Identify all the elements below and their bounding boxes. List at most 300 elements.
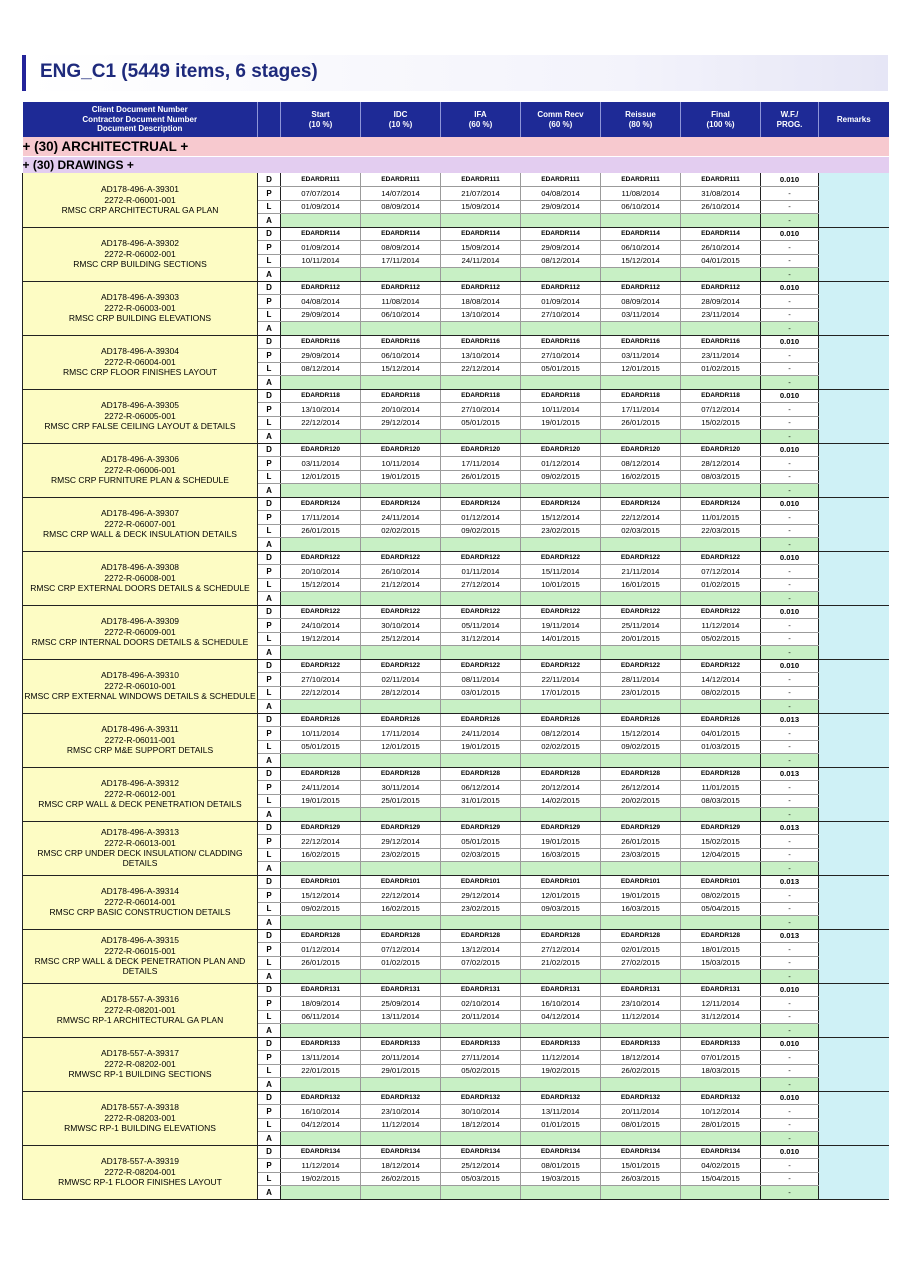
stage-cell[interactable]: 26/01/2015: [281, 524, 361, 538]
stage-cell[interactable]: 29/12/2014: [361, 835, 441, 849]
stage-cell[interactable]: EDARDR114: [521, 227, 601, 241]
stage-cell[interactable]: 26/01/2015: [281, 956, 361, 970]
stage-cell[interactable]: 07/02/2015: [441, 956, 521, 970]
stage-cell[interactable]: 19/01/2015: [361, 470, 441, 484]
stage-cell[interactable]: 19/01/2015: [521, 835, 601, 849]
stage-cell[interactable]: 08/12/2014: [521, 254, 601, 268]
stage-cell[interactable]: EDARDR122: [441, 605, 521, 619]
stage-cell[interactable]: 26/01/2015: [441, 470, 521, 484]
stage-cell[interactable]: EDARDR124: [281, 497, 361, 511]
stage-cell[interactable]: EDARDR122: [521, 659, 601, 673]
stage-cell[interactable]: 02/03/2015: [601, 524, 681, 538]
stage-cell[interactable]: 22/12/2014: [281, 835, 361, 849]
stage-cell[interactable]: 08/01/2015: [521, 1159, 601, 1173]
stage-cell[interactable]: 11/01/2015: [681, 781, 761, 795]
stage-cell[interactable]: 25/01/2015: [361, 794, 441, 808]
stage-cell[interactable]: 04/01/2015: [681, 727, 761, 741]
stage-cell[interactable]: 18/12/2014: [601, 1051, 681, 1065]
stage-cell[interactable]: 22/03/2015: [681, 524, 761, 538]
stage-cell[interactable]: 08/01/2015: [601, 1118, 681, 1132]
stage-cell[interactable]: 27/10/2014: [281, 673, 361, 687]
stage-cell[interactable]: 05/02/2015: [681, 632, 761, 646]
stage-cell[interactable]: 16/02/2015: [601, 470, 681, 484]
stage-cell[interactable]: 01/11/2014: [441, 565, 521, 579]
stage-cell[interactable]: 12/01/2015: [281, 470, 361, 484]
stage-cell[interactable]: 23/02/2015: [521, 524, 601, 538]
stage-cell[interactable]: 05/01/2015: [441, 416, 521, 430]
stage-cell[interactable]: 01/12/2014: [521, 457, 601, 471]
stage-cell[interactable]: 15/01/2015: [601, 1159, 681, 1173]
stage-cell[interactable]: EDARDR122: [361, 551, 441, 565]
stage-cell[interactable]: 31/12/2014: [681, 1010, 761, 1024]
stage-cell[interactable]: 01/09/2014: [521, 295, 601, 309]
stage-cell[interactable]: 01/02/2015: [361, 956, 441, 970]
stage-cell[interactable]: 01/09/2014: [281, 241, 361, 255]
stage-cell[interactable]: 20/11/2014: [361, 1051, 441, 1065]
stage-cell[interactable]: 01/03/2015: [681, 740, 761, 754]
stage-cell[interactable]: EDARDR116: [601, 335, 681, 349]
stage-cell[interactable]: 27/10/2014: [441, 403, 521, 417]
stage-cell[interactable]: EDARDR129: [521, 821, 601, 835]
stage-cell[interactable]: 29/01/2015: [361, 1064, 441, 1078]
stage-cell[interactable]: 23/11/2014: [681, 349, 761, 363]
stage-cell[interactable]: 04/12/2014: [281, 1118, 361, 1132]
stage-cell[interactable]: EDARDR118: [681, 389, 761, 403]
stage-cell[interactable]: 18/03/2015: [681, 1064, 761, 1078]
stage-cell[interactable]: 04/08/2014: [521, 187, 601, 201]
stage-cell[interactable]: EDARDR134: [521, 1145, 601, 1159]
stage-cell[interactable]: 08/12/2014: [521, 727, 601, 741]
stage-cell[interactable]: 29/09/2014: [281, 308, 361, 322]
stage-cell[interactable]: EDARDR118: [281, 389, 361, 403]
stage-cell[interactable]: 16/03/2015: [521, 848, 601, 862]
stage-cell[interactable]: 26/10/2014: [681, 241, 761, 255]
stage-cell[interactable]: EDARDR122: [681, 605, 761, 619]
stage-cell[interactable]: 17/11/2014: [361, 727, 441, 741]
stage-cell[interactable]: EDARDR133: [441, 1037, 521, 1051]
stage-cell[interactable]: 25/11/2014: [601, 619, 681, 633]
stage-cell[interactable]: 15/12/2014: [281, 578, 361, 592]
stage-cell[interactable]: 19/12/2014: [281, 632, 361, 646]
stage-cell[interactable]: EDARDR131: [521, 983, 601, 997]
stage-cell[interactable]: EDARDR128: [361, 929, 441, 943]
stage-cell[interactable]: 15/11/2014: [521, 565, 601, 579]
stage-cell[interactable]: 26/02/2015: [601, 1064, 681, 1078]
stage-cell[interactable]: 11/12/2014: [361, 1118, 441, 1132]
stage-cell[interactable]: 05/11/2014: [441, 619, 521, 633]
stage-cell[interactable]: 20/10/2014: [281, 565, 361, 579]
stage-cell[interactable]: EDARDR128: [601, 767, 681, 781]
stage-cell[interactable]: 15/12/2014: [601, 254, 681, 268]
stage-cell[interactable]: EDARDR114: [361, 227, 441, 241]
stage-cell[interactable]: EDARDR122: [681, 659, 761, 673]
stage-cell[interactable]: 20/12/2014: [521, 781, 601, 795]
stage-cell[interactable]: EDARDR111: [441, 173, 521, 187]
stage-cell[interactable]: 18/08/2014: [441, 295, 521, 309]
stage-cell[interactable]: 19/01/2015: [441, 740, 521, 754]
stage-cell[interactable]: 10/11/2014: [361, 457, 441, 471]
stage-cell[interactable]: 08/09/2014: [601, 295, 681, 309]
stage-cell[interactable]: 06/12/2014: [441, 781, 521, 795]
stage-cell[interactable]: EDARDR128: [601, 929, 681, 943]
stage-cell[interactable]: EDARDR129: [281, 821, 361, 835]
stage-cell[interactable]: 14/02/2015: [521, 794, 601, 808]
stage-cell[interactable]: EDARDR124: [601, 497, 681, 511]
section-title[interactable]: + (30) ARCHITECTRUAL +: [23, 137, 889, 156]
stage-cell[interactable]: EDARDR101: [281, 875, 361, 889]
stage-cell[interactable]: 18/01/2015: [681, 943, 761, 957]
stage-cell[interactable]: 10/11/2014: [521, 403, 601, 417]
stage-cell[interactable]: 22/12/2014: [441, 362, 521, 376]
stage-cell[interactable]: 13/12/2014: [441, 943, 521, 957]
stage-cell[interactable]: 09/02/2015: [441, 524, 521, 538]
stage-cell[interactable]: EDARDR120: [361, 443, 441, 457]
stage-cell[interactable]: 15/12/2014: [601, 727, 681, 741]
stage-cell[interactable]: 02/11/2014: [361, 673, 441, 687]
stage-cell[interactable]: 22/12/2014: [281, 416, 361, 430]
stage-cell[interactable]: EDARDR122: [601, 551, 681, 565]
stage-cell[interactable]: 10/11/2014: [281, 254, 361, 268]
stage-cell[interactable]: 17/11/2014: [441, 457, 521, 471]
stage-cell[interactable]: 23/01/2015: [601, 686, 681, 700]
stage-cell[interactable]: EDARDR134: [681, 1145, 761, 1159]
stage-cell[interactable]: 05/01/2015: [441, 835, 521, 849]
stage-cell[interactable]: 02/10/2014: [441, 997, 521, 1011]
stage-cell[interactable]: EDARDR122: [281, 605, 361, 619]
stage-cell[interactable]: 17/11/2014: [281, 511, 361, 525]
stage-cell[interactable]: EDARDR129: [441, 821, 521, 835]
stage-cell[interactable]: 04/01/2015: [681, 254, 761, 268]
stage-cell[interactable]: EDARDR118: [601, 389, 681, 403]
stage-cell[interactable]: 22/12/2014: [361, 889, 441, 903]
stage-cell[interactable]: 19/11/2014: [521, 619, 601, 633]
stage-cell[interactable]: EDARDR126: [361, 713, 441, 727]
stage-cell[interactable]: 20/01/2015: [601, 632, 681, 646]
stage-cell[interactable]: 18/12/2014: [441, 1118, 521, 1132]
stage-cell[interactable]: EDARDR126: [281, 713, 361, 727]
stage-cell[interactable]: EDARDR122: [361, 659, 441, 673]
stage-cell[interactable]: EDARDR132: [361, 1091, 441, 1105]
stage-cell[interactable]: 15/03/2015: [681, 956, 761, 970]
stage-cell[interactable]: 28/12/2014: [681, 457, 761, 471]
stage-cell[interactable]: 15/04/2015: [681, 1172, 761, 1186]
stage-cell[interactable]: EDARDR132: [601, 1091, 681, 1105]
stage-cell[interactable]: 24/11/2014: [441, 254, 521, 268]
stage-cell[interactable]: 01/01/2015: [521, 1118, 601, 1132]
stage-cell[interactable]: 15/12/2014: [521, 511, 601, 525]
stage-cell[interactable]: 27/12/2014: [441, 578, 521, 592]
stage-cell[interactable]: 18/09/2014: [281, 997, 361, 1011]
stage-cell[interactable]: EDARDR133: [521, 1037, 601, 1051]
stage-cell[interactable]: 31/01/2015: [441, 794, 521, 808]
stage-cell[interactable]: EDARDR128: [281, 929, 361, 943]
stage-cell[interactable]: 26/01/2015: [601, 416, 681, 430]
stage-cell[interactable]: EDARDR134: [601, 1145, 681, 1159]
stage-cell[interactable]: EDARDR126: [601, 713, 681, 727]
stage-cell[interactable]: 19/01/2015: [281, 794, 361, 808]
stage-cell[interactable]: EDARDR129: [601, 821, 681, 835]
stage-cell[interactable]: EDARDR133: [281, 1037, 361, 1051]
stage-cell[interactable]: EDARDR111: [601, 173, 681, 187]
stage-cell[interactable]: 21/11/2014: [601, 565, 681, 579]
stage-cell[interactable]: 23/03/2015: [601, 848, 681, 862]
stage-cell[interactable]: EDARDR120: [521, 443, 601, 457]
stage-cell[interactable]: 05/01/2015: [521, 362, 601, 376]
stage-cell[interactable]: 07/12/2014: [361, 943, 441, 957]
stage-cell[interactable]: EDARDR111: [361, 173, 441, 187]
stage-cell[interactable]: 28/11/2014: [601, 673, 681, 687]
stage-cell[interactable]: EDARDR131: [361, 983, 441, 997]
stage-cell[interactable]: 11/12/2014: [521, 1051, 601, 1065]
stage-cell[interactable]: EDARDR126: [441, 713, 521, 727]
stage-cell[interactable]: 22/11/2014: [521, 673, 601, 687]
stage-cell[interactable]: EDARDR120: [601, 443, 681, 457]
stage-cell[interactable]: 24/10/2014: [281, 619, 361, 633]
stage-cell[interactable]: EDARDR132: [281, 1091, 361, 1105]
stage-cell[interactable]: 24/11/2014: [281, 781, 361, 795]
stage-cell[interactable]: 14/12/2014: [681, 673, 761, 687]
stage-cell[interactable]: 20/10/2014: [361, 403, 441, 417]
stage-cell[interactable]: EDARDR114: [281, 227, 361, 241]
stage-cell[interactable]: 27/02/2015: [601, 956, 681, 970]
stage-cell[interactable]: EDARDR111: [521, 173, 601, 187]
subsection-title[interactable]: + (30) DRAWINGS +: [23, 156, 889, 173]
stage-cell[interactable]: 11/08/2014: [601, 187, 681, 201]
stage-cell[interactable]: 26/03/2015: [601, 1172, 681, 1186]
stage-cell[interactable]: 22/01/2015: [281, 1064, 361, 1078]
stage-cell[interactable]: 15/09/2014: [441, 200, 521, 214]
stage-cell[interactable]: EDARDR134: [281, 1145, 361, 1159]
stage-cell[interactable]: EDARDR122: [361, 605, 441, 619]
stage-cell[interactable]: 06/10/2014: [601, 200, 681, 214]
stage-cell[interactable]: 25/09/2014: [361, 997, 441, 1011]
stage-cell[interactable]: EDARDR112: [441, 281, 521, 295]
stage-cell[interactable]: 15/12/2014: [361, 362, 441, 376]
stage-cell[interactable]: EDARDR122: [281, 659, 361, 673]
stage-cell[interactable]: 16/10/2014: [521, 997, 601, 1011]
stage-cell[interactable]: EDARDR128: [681, 767, 761, 781]
stage-cell[interactable]: 29/09/2014: [281, 349, 361, 363]
stage-cell[interactable]: 29/12/2014: [361, 416, 441, 430]
stage-cell[interactable]: 29/12/2014: [441, 889, 521, 903]
stage-cell[interactable]: 23/10/2014: [601, 997, 681, 1011]
stage-cell[interactable]: 04/08/2014: [281, 295, 361, 309]
stage-cell[interactable]: 26/01/2015: [601, 835, 681, 849]
stage-cell[interactable]: EDARDR111: [681, 173, 761, 187]
stage-cell[interactable]: EDARDR116: [281, 335, 361, 349]
stage-cell[interactable]: 08/03/2015: [681, 470, 761, 484]
stage-cell[interactable]: EDARDR133: [601, 1037, 681, 1051]
stage-cell[interactable]: EDARDR132: [441, 1091, 521, 1105]
stage-cell[interactable]: 30/10/2014: [441, 1105, 521, 1119]
stage-cell[interactable]: EDARDR114: [441, 227, 521, 241]
stage-cell[interactable]: EDARDR112: [281, 281, 361, 295]
stage-cell[interactable]: 02/02/2015: [361, 524, 441, 538]
stage-cell[interactable]: EDARDR128: [521, 929, 601, 943]
stage-cell[interactable]: EDARDR129: [361, 821, 441, 835]
stage-cell[interactable]: EDARDR122: [601, 659, 681, 673]
stage-cell[interactable]: 20/02/2015: [601, 794, 681, 808]
stage-cell[interactable]: EDARDR122: [521, 605, 601, 619]
stage-cell[interactable]: 21/12/2014: [361, 578, 441, 592]
stage-cell[interactable]: 06/11/2014: [281, 1010, 361, 1024]
stage-cell[interactable]: 01/02/2015: [681, 578, 761, 592]
stage-cell[interactable]: 11/12/2014: [601, 1010, 681, 1024]
stage-cell[interactable]: EDARDR122: [441, 551, 521, 565]
stage-cell[interactable]: 11/12/2014: [681, 619, 761, 633]
stage-cell[interactable]: 01/09/2014: [281, 200, 361, 214]
stage-cell[interactable]: 06/10/2014: [361, 349, 441, 363]
stage-cell[interactable]: 13/10/2014: [441, 349, 521, 363]
stage-cell[interactable]: 08/12/2014: [601, 457, 681, 471]
stage-cell[interactable]: 01/12/2014: [441, 511, 521, 525]
stage-cell[interactable]: EDARDR122: [441, 659, 521, 673]
stage-cell[interactable]: 25/12/2014: [441, 1159, 521, 1173]
stage-cell[interactable]: EDARDR122: [681, 551, 761, 565]
stage-cell[interactable]: 02/03/2015: [441, 848, 521, 862]
stage-cell[interactable]: 25/12/2014: [361, 632, 441, 646]
stage-cell[interactable]: 05/04/2015: [681, 902, 761, 916]
stage-cell[interactable]: 22/12/2014: [601, 511, 681, 525]
stage-cell[interactable]: 03/01/2015: [441, 686, 521, 700]
stage-cell[interactable]: EDARDR124: [681, 497, 761, 511]
stage-cell[interactable]: 09/02/2015: [521, 470, 601, 484]
stage-cell[interactable]: EDARDR128: [361, 767, 441, 781]
stage-cell[interactable]: 10/12/2014: [681, 1105, 761, 1119]
stage-cell[interactable]: EDARDR133: [681, 1037, 761, 1051]
stage-cell[interactable]: 07/07/2014: [281, 187, 361, 201]
stage-cell[interactable]: EDARDR122: [601, 605, 681, 619]
stage-cell[interactable]: EDARDR132: [681, 1091, 761, 1105]
stage-cell[interactable]: 16/02/2015: [281, 848, 361, 862]
stage-cell[interactable]: 08/12/2014: [281, 362, 361, 376]
stage-cell[interactable]: EDARDR114: [601, 227, 681, 241]
stage-cell[interactable]: EDARDR118: [521, 389, 601, 403]
stage-cell[interactable]: EDARDR128: [681, 929, 761, 943]
stage-cell[interactable]: 19/02/2015: [521, 1064, 601, 1078]
stage-cell[interactable]: 16/03/2015: [601, 902, 681, 916]
stage-cell[interactable]: EDARDR131: [441, 983, 521, 997]
stage-cell[interactable]: 28/09/2014: [681, 295, 761, 309]
stage-cell[interactable]: 12/01/2015: [601, 362, 681, 376]
stage-cell[interactable]: EDARDR112: [601, 281, 681, 295]
stage-cell[interactable]: EDARDR120: [281, 443, 361, 457]
stage-cell[interactable]: 14/07/2014: [361, 187, 441, 201]
stage-cell[interactable]: 17/11/2014: [361, 254, 441, 268]
stage-cell[interactable]: EDARDR128: [281, 767, 361, 781]
stage-cell[interactable]: 09/03/2015: [521, 902, 601, 916]
stage-cell[interactable]: EDARDR112: [521, 281, 601, 295]
stage-cell[interactable]: 12/01/2015: [361, 740, 441, 754]
stage-cell[interactable]: EDARDR126: [681, 713, 761, 727]
stage-cell[interactable]: 27/10/2014: [521, 349, 601, 363]
stage-cell[interactable]: 16/02/2015: [361, 902, 441, 916]
stage-cell[interactable]: 26/12/2014: [601, 781, 681, 795]
stage-cell[interactable]: EDARDR122: [521, 551, 601, 565]
stage-cell[interactable]: 20/11/2014: [601, 1105, 681, 1119]
stage-cell[interactable]: 21/02/2015: [521, 956, 601, 970]
stage-cell[interactable]: 04/12/2014: [521, 1010, 601, 1024]
stage-cell[interactable]: 05/02/2015: [441, 1064, 521, 1078]
stage-cell[interactable]: 13/11/2014: [521, 1105, 601, 1119]
stage-cell[interactable]: 26/10/2014: [361, 565, 441, 579]
stage-cell[interactable]: 11/12/2014: [281, 1159, 361, 1173]
stage-cell[interactable]: 01/02/2015: [681, 362, 761, 376]
stage-cell[interactable]: 26/10/2014: [681, 200, 761, 214]
stage-cell[interactable]: 07/01/2015: [681, 1051, 761, 1065]
stage-cell[interactable]: 03/11/2014: [601, 308, 681, 322]
stage-cell[interactable]: EDARDR118: [441, 389, 521, 403]
stage-cell[interactable]: 13/10/2014: [281, 403, 361, 417]
stage-cell[interactable]: EDARDR101: [361, 875, 441, 889]
stage-cell[interactable]: 13/11/2014: [361, 1010, 441, 1024]
stage-cell[interactable]: 23/02/2015: [361, 848, 441, 862]
stage-cell[interactable]: EDARDR120: [441, 443, 521, 457]
stage-cell[interactable]: 10/01/2015: [521, 578, 601, 592]
stage-cell[interactable]: EDARDR116: [361, 335, 441, 349]
stage-cell[interactable]: 03/11/2014: [281, 457, 361, 471]
stage-cell[interactable]: 29/09/2014: [521, 241, 601, 255]
stage-cell[interactable]: 11/08/2014: [361, 295, 441, 309]
stage-cell[interactable]: 15/12/2014: [281, 889, 361, 903]
stage-cell[interactable]: 02/01/2015: [601, 943, 681, 957]
stage-cell[interactable]: 30/10/2014: [361, 619, 441, 633]
stage-cell[interactable]: 02/02/2015: [521, 740, 601, 754]
stage-cell[interactable]: EDARDR112: [681, 281, 761, 295]
stage-cell[interactable]: EDARDR131: [601, 983, 681, 997]
stage-cell[interactable]: 12/01/2015: [521, 889, 601, 903]
stage-cell[interactable]: EDARDR101: [521, 875, 601, 889]
stage-cell[interactable]: 27/11/2014: [441, 1051, 521, 1065]
stage-cell[interactable]: 13/10/2014: [441, 308, 521, 322]
stage-cell[interactable]: EDARDR114: [681, 227, 761, 241]
stage-cell[interactable]: 15/02/2015: [681, 835, 761, 849]
stage-cell[interactable]: EDARDR129: [681, 821, 761, 835]
stage-cell[interactable]: 14/01/2015: [521, 632, 601, 646]
stage-cell[interactable]: 01/12/2014: [281, 943, 361, 957]
stage-cell[interactable]: 06/10/2014: [361, 308, 441, 322]
stage-cell[interactable]: EDARDR122: [281, 551, 361, 565]
stage-cell[interactable]: EDARDR120: [681, 443, 761, 457]
stage-cell[interactable]: 06/10/2014: [601, 241, 681, 255]
stage-cell[interactable]: 04/02/2015: [681, 1159, 761, 1173]
stage-cell[interactable]: 30/11/2014: [361, 781, 441, 795]
stage-cell[interactable]: EDARDR128: [441, 929, 521, 943]
stage-cell[interactable]: 24/11/2014: [361, 511, 441, 525]
stage-cell[interactable]: 07/12/2014: [681, 565, 761, 579]
stage-cell[interactable]: EDARDR112: [361, 281, 441, 295]
stage-cell[interactable]: 31/08/2014: [681, 187, 761, 201]
stage-cell[interactable]: 24/11/2014: [441, 727, 521, 741]
stage-cell[interactable]: 21/07/2014: [441, 187, 521, 201]
stage-cell[interactable]: 08/02/2015: [681, 889, 761, 903]
stage-cell[interactable]: EDARDR126: [521, 713, 601, 727]
stage-cell[interactable]: 19/01/2015: [601, 889, 681, 903]
stage-cell[interactable]: EDARDR132: [521, 1091, 601, 1105]
stage-cell[interactable]: 27/10/2014: [521, 308, 601, 322]
stage-cell[interactable]: 13/11/2014: [281, 1051, 361, 1065]
stage-cell[interactable]: 28/01/2015: [681, 1118, 761, 1132]
stage-cell[interactable]: EDARDR128: [521, 767, 601, 781]
stage-cell[interactable]: 08/09/2014: [361, 241, 441, 255]
stage-cell[interactable]: 12/11/2014: [681, 997, 761, 1011]
stage-cell[interactable]: 20/11/2014: [441, 1010, 521, 1024]
stage-cell[interactable]: 27/12/2014: [521, 943, 601, 957]
stage-cell[interactable]: 16/10/2014: [281, 1105, 361, 1119]
stage-cell[interactable]: 22/12/2014: [281, 686, 361, 700]
stage-cell[interactable]: 19/02/2015: [281, 1172, 361, 1186]
stage-cell[interactable]: EDARDR124: [361, 497, 441, 511]
